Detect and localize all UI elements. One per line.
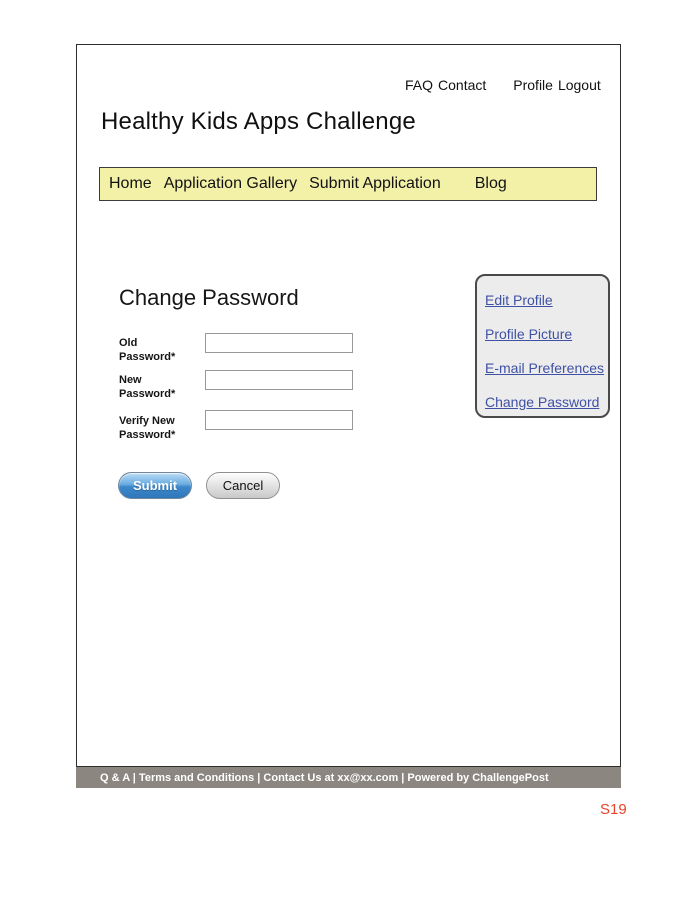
verify-new-password-label: Verify New Password*: [119, 415, 176, 441]
cancel-button[interactable]: Cancel: [206, 472, 280, 499]
old-password-input[interactable]: [205, 333, 353, 353]
footer-links-text[interactable]: Q & A | Terms and Conditions | Contact Us at xx@xx.com | Powered by ChallengePost: [100, 771, 549, 784]
submit-button[interactable]: Submit: [118, 472, 192, 499]
site-title: Healthy Kids Apps Challenge: [101, 108, 416, 135]
footer: [76, 767, 621, 788]
contact-link[interactable]: Contact: [438, 77, 487, 93]
email-preferences-link[interactable]: E-mail Preferences: [485, 360, 605, 376]
profile-picture-link[interactable]: Profile Picture: [485, 326, 573, 342]
page-title: Change Password: [119, 285, 299, 310]
main-nav: [99, 167, 597, 201]
new-password-input[interactable]: [205, 370, 353, 390]
utility-nav: [405, 77, 601, 93]
nav-item-blog[interactable]: Blog: [474, 175, 507, 192]
account-settings-panel: [475, 274, 610, 418]
slide-stamp: S19: [600, 801, 627, 818]
nav-item-home[interactable]: Home: [109, 175, 152, 192]
new-password-label: New Password*: [119, 374, 176, 400]
nav-item-submit-application[interactable]: Submit Application: [309, 175, 441, 192]
site-frame: [76, 44, 621, 767]
profile-link[interactable]: Profile: [513, 77, 553, 93]
faq-link[interactable]: FAQ: [405, 77, 434, 93]
edit-profile-link[interactable]: Edit Profile: [485, 292, 553, 308]
verify-new-password-input[interactable]: [205, 410, 353, 430]
old-password-label: Old Password*: [119, 337, 176, 363]
change-password-link[interactable]: Change Password: [485, 394, 600, 410]
logout-link[interactable]: Logout: [557, 77, 601, 93]
nav-item-application-gallery[interactable]: Application Gallery: [163, 175, 298, 192]
